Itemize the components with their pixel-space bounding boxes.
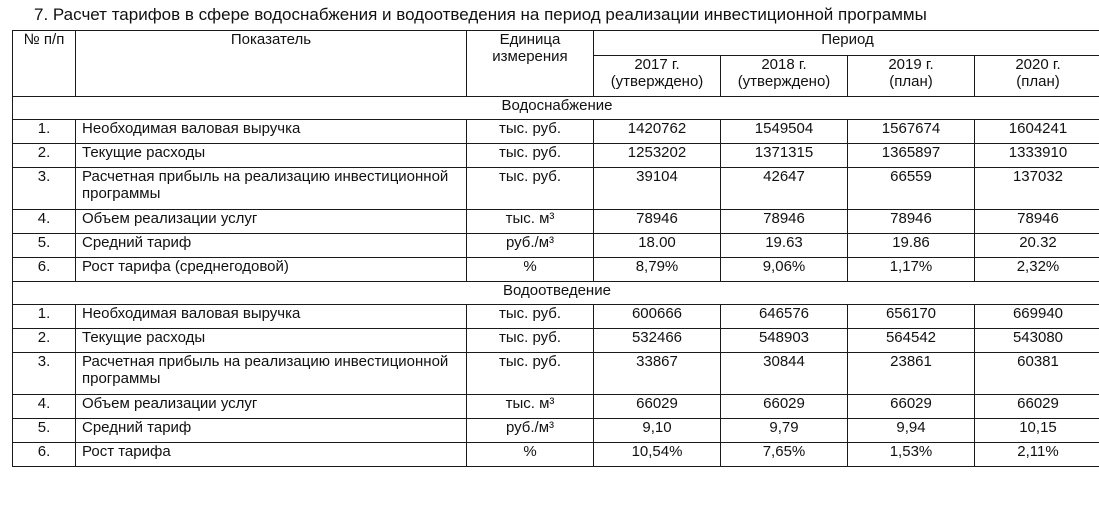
table-row xyxy=(13,443,1099,467)
row-unit: руб./м³ xyxy=(467,234,594,258)
year-label: 2018 г. xyxy=(761,56,807,73)
row-unit: % xyxy=(467,443,594,467)
row-unit: % xyxy=(467,258,594,282)
row-unit: тыс. м³ xyxy=(467,210,594,234)
row-value: 1549504 xyxy=(721,120,848,144)
year-status: (план) xyxy=(1016,73,1060,90)
table-row xyxy=(13,353,1099,395)
header-unit: Единица измерения xyxy=(467,31,594,97)
row-value: 1420762 xyxy=(594,120,721,144)
row-value: 646576 xyxy=(721,305,848,329)
table-row xyxy=(13,329,1099,353)
row-value: 1567674 xyxy=(848,120,975,144)
row-value: 1253202 xyxy=(594,144,721,168)
row-num: 5. xyxy=(13,419,76,443)
row-num: 3. xyxy=(13,168,76,210)
row-unit: тыс. руб. xyxy=(467,305,594,329)
row-indicator: Необходимая валовая выручка xyxy=(76,120,467,144)
row-value: 66559 xyxy=(848,168,975,210)
row-value: 78946 xyxy=(594,210,721,234)
row-value: 8,79% xyxy=(594,258,721,282)
row-indicator: Объем реализации услуг xyxy=(76,395,467,419)
row-value: 30844 xyxy=(721,353,848,395)
row-unit: тыс. руб. xyxy=(467,120,594,144)
row-value: 66029 xyxy=(848,395,975,419)
header-year-2019 xyxy=(848,56,975,97)
row-value: 2,32% xyxy=(975,258,1099,282)
header-year-2017 xyxy=(594,56,721,97)
row-value: 23861 xyxy=(848,353,975,395)
row-indicator: Расчетная прибыль на реализацию инвестиционной программы xyxy=(76,353,467,395)
row-num: 6. xyxy=(13,443,76,467)
row-value: 10,15 xyxy=(975,419,1099,443)
row-value: 66029 xyxy=(594,395,721,419)
row-value: 137032 xyxy=(975,168,1099,210)
row-num: 1. xyxy=(13,305,76,329)
year-label: 2017 г. xyxy=(634,56,680,73)
year-status: (утверждено) xyxy=(610,73,704,90)
header-year-2018 xyxy=(721,56,848,97)
row-value: 543080 xyxy=(975,329,1099,353)
row-value: 20.32 xyxy=(975,234,1099,258)
section-header: Водоснабжение xyxy=(13,97,1099,120)
row-indicator: Объем реализации услуг xyxy=(76,210,467,234)
row-value: 10,54% xyxy=(594,443,721,467)
year-status: (план) xyxy=(889,73,933,90)
row-value: 656170 xyxy=(848,305,975,329)
row-value: 1604241 xyxy=(975,120,1099,144)
year-label: 2020 г. xyxy=(1015,56,1061,73)
row-value: 78946 xyxy=(975,210,1099,234)
row-unit: тыс. м³ xyxy=(467,395,594,419)
row-unit: тыс. руб. xyxy=(467,144,594,168)
row-num: 3. xyxy=(13,353,76,395)
table-row xyxy=(13,234,1099,258)
row-value: 9,94 xyxy=(848,419,975,443)
table-row xyxy=(13,305,1099,329)
year-status: (утверждено) xyxy=(737,73,831,90)
row-value: 532466 xyxy=(594,329,721,353)
row-unit: тыс. руб. xyxy=(467,168,594,210)
row-num: 4. xyxy=(13,395,76,419)
row-indicator: Средний тариф xyxy=(76,419,467,443)
row-unit: руб./м³ xyxy=(467,419,594,443)
row-num: 2. xyxy=(13,329,76,353)
row-value: 564542 xyxy=(848,329,975,353)
row-value: 9,10 xyxy=(594,419,721,443)
row-value: 19.63 xyxy=(721,234,848,258)
row-num: 5. xyxy=(13,234,76,258)
row-value: 600666 xyxy=(594,305,721,329)
row-value: 60381 xyxy=(975,353,1099,395)
table-row xyxy=(13,395,1099,419)
row-indicator: Средний тариф xyxy=(76,234,467,258)
row-value: 669940 xyxy=(975,305,1099,329)
row-value: 18.00 xyxy=(594,234,721,258)
row-num: 2. xyxy=(13,144,76,168)
row-value: 7,65% xyxy=(721,443,848,467)
row-indicator: Текущие расходы xyxy=(76,144,467,168)
row-value: 1365897 xyxy=(848,144,975,168)
table-row xyxy=(13,144,1099,168)
table-row xyxy=(13,210,1099,234)
row-indicator: Необходимая валовая выручка xyxy=(76,305,467,329)
row-value: 9,79 xyxy=(721,419,848,443)
table-row xyxy=(13,258,1099,282)
row-num: 6. xyxy=(13,258,76,282)
row-value: 1,53% xyxy=(848,443,975,467)
row-indicator: Расчетная прибыль на реализацию инвестиционной программы xyxy=(76,168,467,210)
row-indicator: Текущие расходы xyxy=(76,329,467,353)
row-value: 1333910 xyxy=(975,144,1099,168)
row-value: 66029 xyxy=(721,395,848,419)
document-title: 7. Расчет тарифов в сфере водоснабжения и водоотведения на период реализации инвестиционной программы xyxy=(34,5,927,24)
table-row xyxy=(13,120,1099,144)
row-value: 78946 xyxy=(721,210,848,234)
tariff-table xyxy=(12,30,1099,467)
row-value: 2,11% xyxy=(975,443,1099,467)
row-value: 78946 xyxy=(848,210,975,234)
row-value: 33867 xyxy=(594,353,721,395)
header-num: № п/п xyxy=(13,31,76,97)
row-value: 9,06% xyxy=(721,258,848,282)
header-period: Период xyxy=(594,31,1099,56)
row-value: 1,17% xyxy=(848,258,975,282)
table-row xyxy=(13,168,1099,210)
row-num: 1. xyxy=(13,120,76,144)
row-value: 42647 xyxy=(721,168,848,210)
row-value: 66029 xyxy=(975,395,1099,419)
row-unit: тыс. руб. xyxy=(467,329,594,353)
header-indicator: Показатель xyxy=(76,31,467,97)
table-row xyxy=(13,419,1099,443)
row-indicator: Рост тарифа xyxy=(76,443,467,467)
row-num: 4. xyxy=(13,210,76,234)
row-value: 548903 xyxy=(721,329,848,353)
year-label: 2019 г. xyxy=(888,56,934,73)
section-header: Водоотведение xyxy=(13,282,1099,305)
row-indicator: Рост тарифа (среднегодовой) xyxy=(76,258,467,282)
row-value: 39104 xyxy=(594,168,721,210)
row-value: 19.86 xyxy=(848,234,975,258)
row-unit: тыс. руб. xyxy=(467,353,594,395)
header-year-2020 xyxy=(975,56,1099,97)
row-value: 1371315 xyxy=(721,144,848,168)
